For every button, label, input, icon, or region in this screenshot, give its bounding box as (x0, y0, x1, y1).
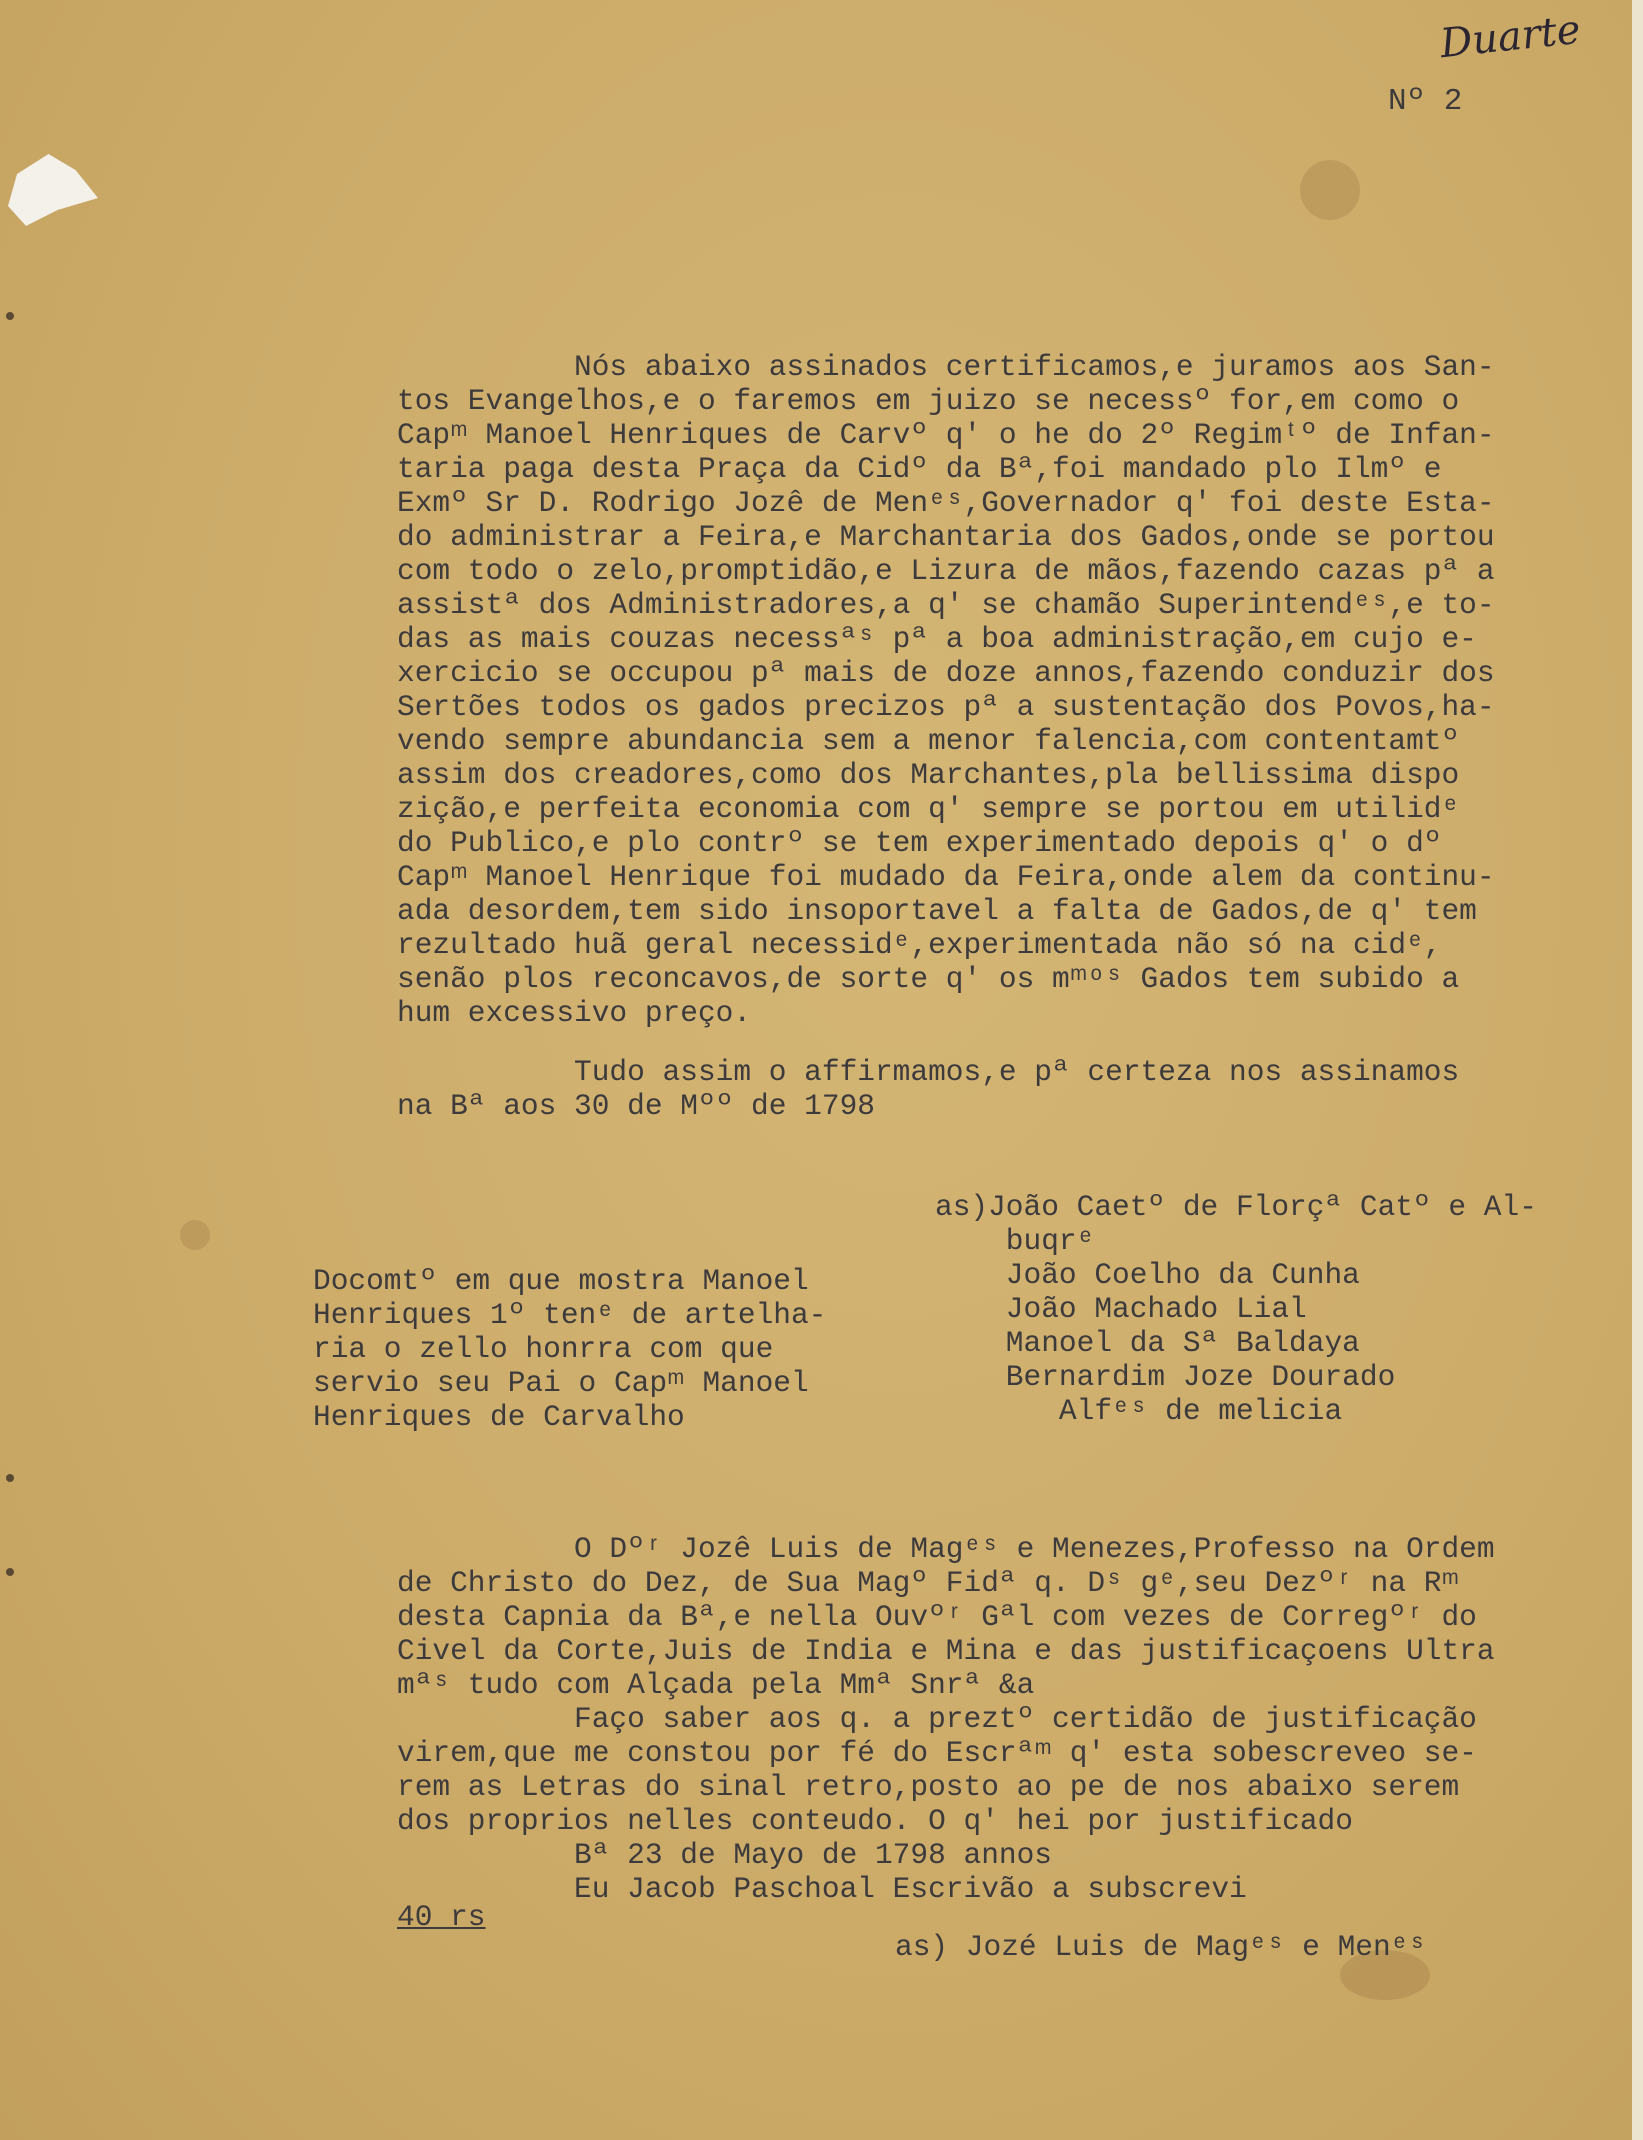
closing-paragraph (397, 1055, 1459, 1123)
punch-hole (6, 1474, 14, 1482)
fee-amount: 40 rs (397, 1900, 486, 1934)
text-line: mªˢ tudo com Alçada pela Mmª Snrª &a (397, 1668, 1035, 1702)
note-line: ria o zello honrra com que (313, 1332, 774, 1366)
text-line: rem as Letras do sinal retro,posto ao pe de nos abaixo serem (397, 1770, 1460, 1804)
punch-hole (6, 312, 14, 320)
punch-hole (6, 1568, 14, 1576)
document-number: Nº 2 (1388, 84, 1463, 119)
text-line: Eu Jacob Paschoal Escrivão a subscrevi (397, 1872, 1247, 1906)
text-line: Capᵐ Manoel Henrique foi mudado da Feira,onde alem da continu- (397, 860, 1495, 894)
text-line: assistª dos Administradores,a q' se chamão Superintendᵉˢ,e to- (397, 588, 1495, 622)
signer-line: Manoel da Sª Baldaya (935, 1326, 1360, 1360)
text-line: O Dºʳ Jozê Luis de Magᵉˢ e Menezes,Professo na Ordem (397, 1532, 1495, 1566)
note-line: Henriques de Carvalho (313, 1400, 685, 1434)
text-line: Tudo assim o affirmamos,e pª certeza nos assinamos (397, 1055, 1460, 1089)
text-line: Bª 23 de Mayo de 1798 annos (397, 1838, 1053, 1872)
margin-note (313, 1264, 826, 1434)
text-line: Capᵐ Manoel Henriques de Carvº q' o he do 2º Regimᵗº de Infan- (397, 418, 1495, 452)
note-line: servio seu Pai o Capᵐ Manoel (313, 1366, 809, 1400)
justification-paragraph (397, 1532, 1495, 1906)
text-line: com todo o zelo,promptidão,e Lizura de mãos,fazendo cazas pª a (397, 554, 1495, 588)
text-line: de Christo do Dez, de Sua Magº Fidª q. Dˢ gᵉ,seu Dezºʳ na Rᵐ (397, 1566, 1460, 1600)
text-line: Nós abaixo assinados certificamos,e juramos aos San- (397, 350, 1495, 384)
signer-line: João Coelho da Cunha (935, 1258, 1360, 1292)
note-line: Henriques 1º tenᵉ de artelha- (313, 1298, 827, 1332)
final-signature: as) Jozé Luis de Magᵉˢ e Menᵉˢ (895, 1930, 1427, 1964)
text-line: senão plos reconcavos,de sorte q' os mᵐᵒˢ Gados tem subido a (397, 962, 1460, 996)
text-line: taria paga desta Praça da Cidº da Bª,foi mandado plo Ilmº e (397, 452, 1442, 486)
text-line: assim dos creadores,como dos Marchantes,pla bellissima dispo (397, 758, 1460, 792)
text-line: Faço saber aos q. a preztº certidão de justificação (397, 1702, 1477, 1736)
text-line: na Bª aos 30 de Mºº de 1798 (397, 1089, 875, 1123)
stain (1300, 160, 1360, 220)
text-line: Civel da Corte,Juis de India e Mina e das justificaçoens Ultra (397, 1634, 1495, 1668)
text-line: ada desordem,tem sido insoportavel a falta de Gados,de q' tem (397, 894, 1477, 928)
text-line: virem,que me constou por fé do Escrªᵐ q' esta sobescreveo se- (397, 1736, 1477, 1770)
text-line: xercicio se occupou pª mais de doze annos,fazendo conduzir dos (397, 656, 1495, 690)
signer-line: Alfᵉˢ de melicia (935, 1394, 1343, 1428)
text-line: dos proprios nelles conteudo. O q' hei por justificado (397, 1804, 1353, 1838)
signer-line: João Machado Lial (935, 1292, 1307, 1326)
certificate-paragraph (397, 350, 1495, 1030)
stain (180, 1220, 210, 1250)
text-line: desta Capnia da Bª,e nella Ouvºʳ Gªl com vezes de Corregºʳ do (397, 1600, 1477, 1634)
signers-list (935, 1190, 1537, 1428)
text-line: tos Evangelhos,e o faremos em juizo se necessº for,em como o (397, 384, 1460, 418)
signer-line: Bernardim Joze Dourado (935, 1360, 1396, 1394)
text-line: vendo sempre abundancia sem a menor falencia,com contentamtº (397, 724, 1460, 758)
text-line: rezultado huã geral necessidᵉ,experimentada não só na cidᵉ, (397, 928, 1442, 962)
text-line: do administrar a Feira,e Marchantaria dos Gados,onde se portou (397, 520, 1495, 554)
text-line: das as mais couzas necessªˢ pª a boa administração,em cujo e- (397, 622, 1477, 656)
text-line: do Publico,e plo contrº se tem experimentado depois q' o dº (397, 826, 1442, 860)
text-line: hum excessivo preço. (397, 996, 752, 1030)
signer-line: as)João Caetº de Florçª Catº e Al- (935, 1190, 1537, 1224)
text-line: zição,e perfeita economia com q' sempre se portou em utilidᵉ (397, 792, 1460, 826)
signer-line: buqrᵉ (935, 1224, 1095, 1258)
handwritten-signature: Duarte (1437, 6, 1583, 68)
paper-tear (8, 150, 98, 230)
text-line: Exmº Sr D. Rodrigo Jozê de Menᵉˢ,Governador q' foi deste Esta- (397, 486, 1495, 520)
note-line: Docomtº em que mostra Manoel (313, 1264, 809, 1298)
text-line: Sertões todos os gados precizos pª a sustentação dos Povos,ha- (397, 690, 1495, 724)
